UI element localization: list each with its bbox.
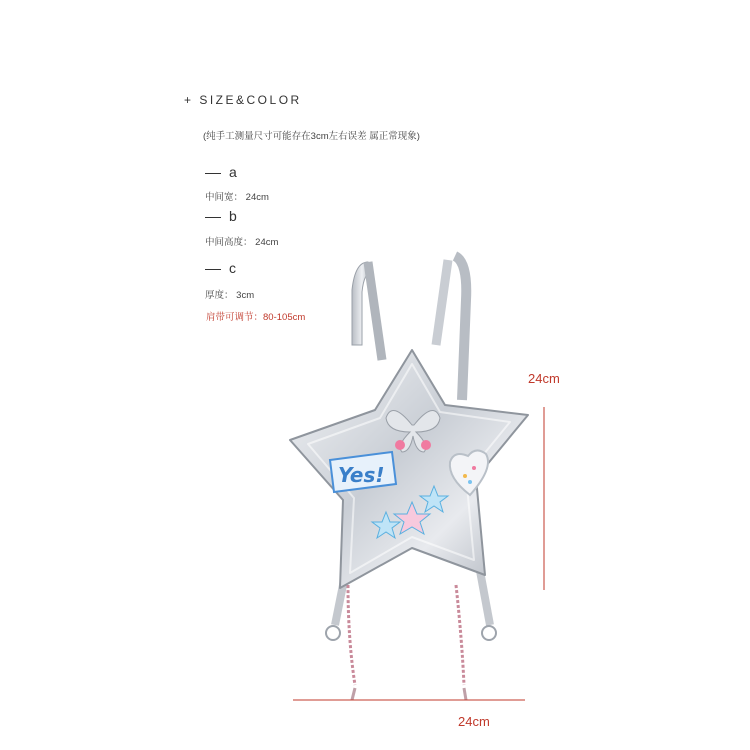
dimension-a-key: a [229,164,237,180]
star-bag-body [290,350,528,588]
dimension-b-key: b [229,208,237,224]
dimension-a-label: 中间宽： [205,192,244,203]
dimension-b-number: 24cm [255,237,279,248]
chains [348,585,466,700]
size-color-heading: + SIZE&COLOR [184,93,302,107]
dimension-c-key: c [229,260,236,276]
dimension-c-number: 3cm [236,290,255,301]
width-measure-label: 24cm [458,714,490,729]
measurement-note: (纯手工测量尺寸可能存在3cm左右误差 属正常现象) [203,131,420,142]
dimension-c-label: 厚度： [205,290,234,301]
dimension-a-number: 24cm [245,192,269,203]
strap-value: 80-105cm [263,312,306,323]
yes-patch-text: Yes! [338,463,385,487]
strap-label: 肩带可调节： [206,312,264,323]
yes-patch [330,452,396,492]
dimension-b-label: 中间高度： [205,237,253,248]
height-measure-label: 24cm [528,371,560,386]
